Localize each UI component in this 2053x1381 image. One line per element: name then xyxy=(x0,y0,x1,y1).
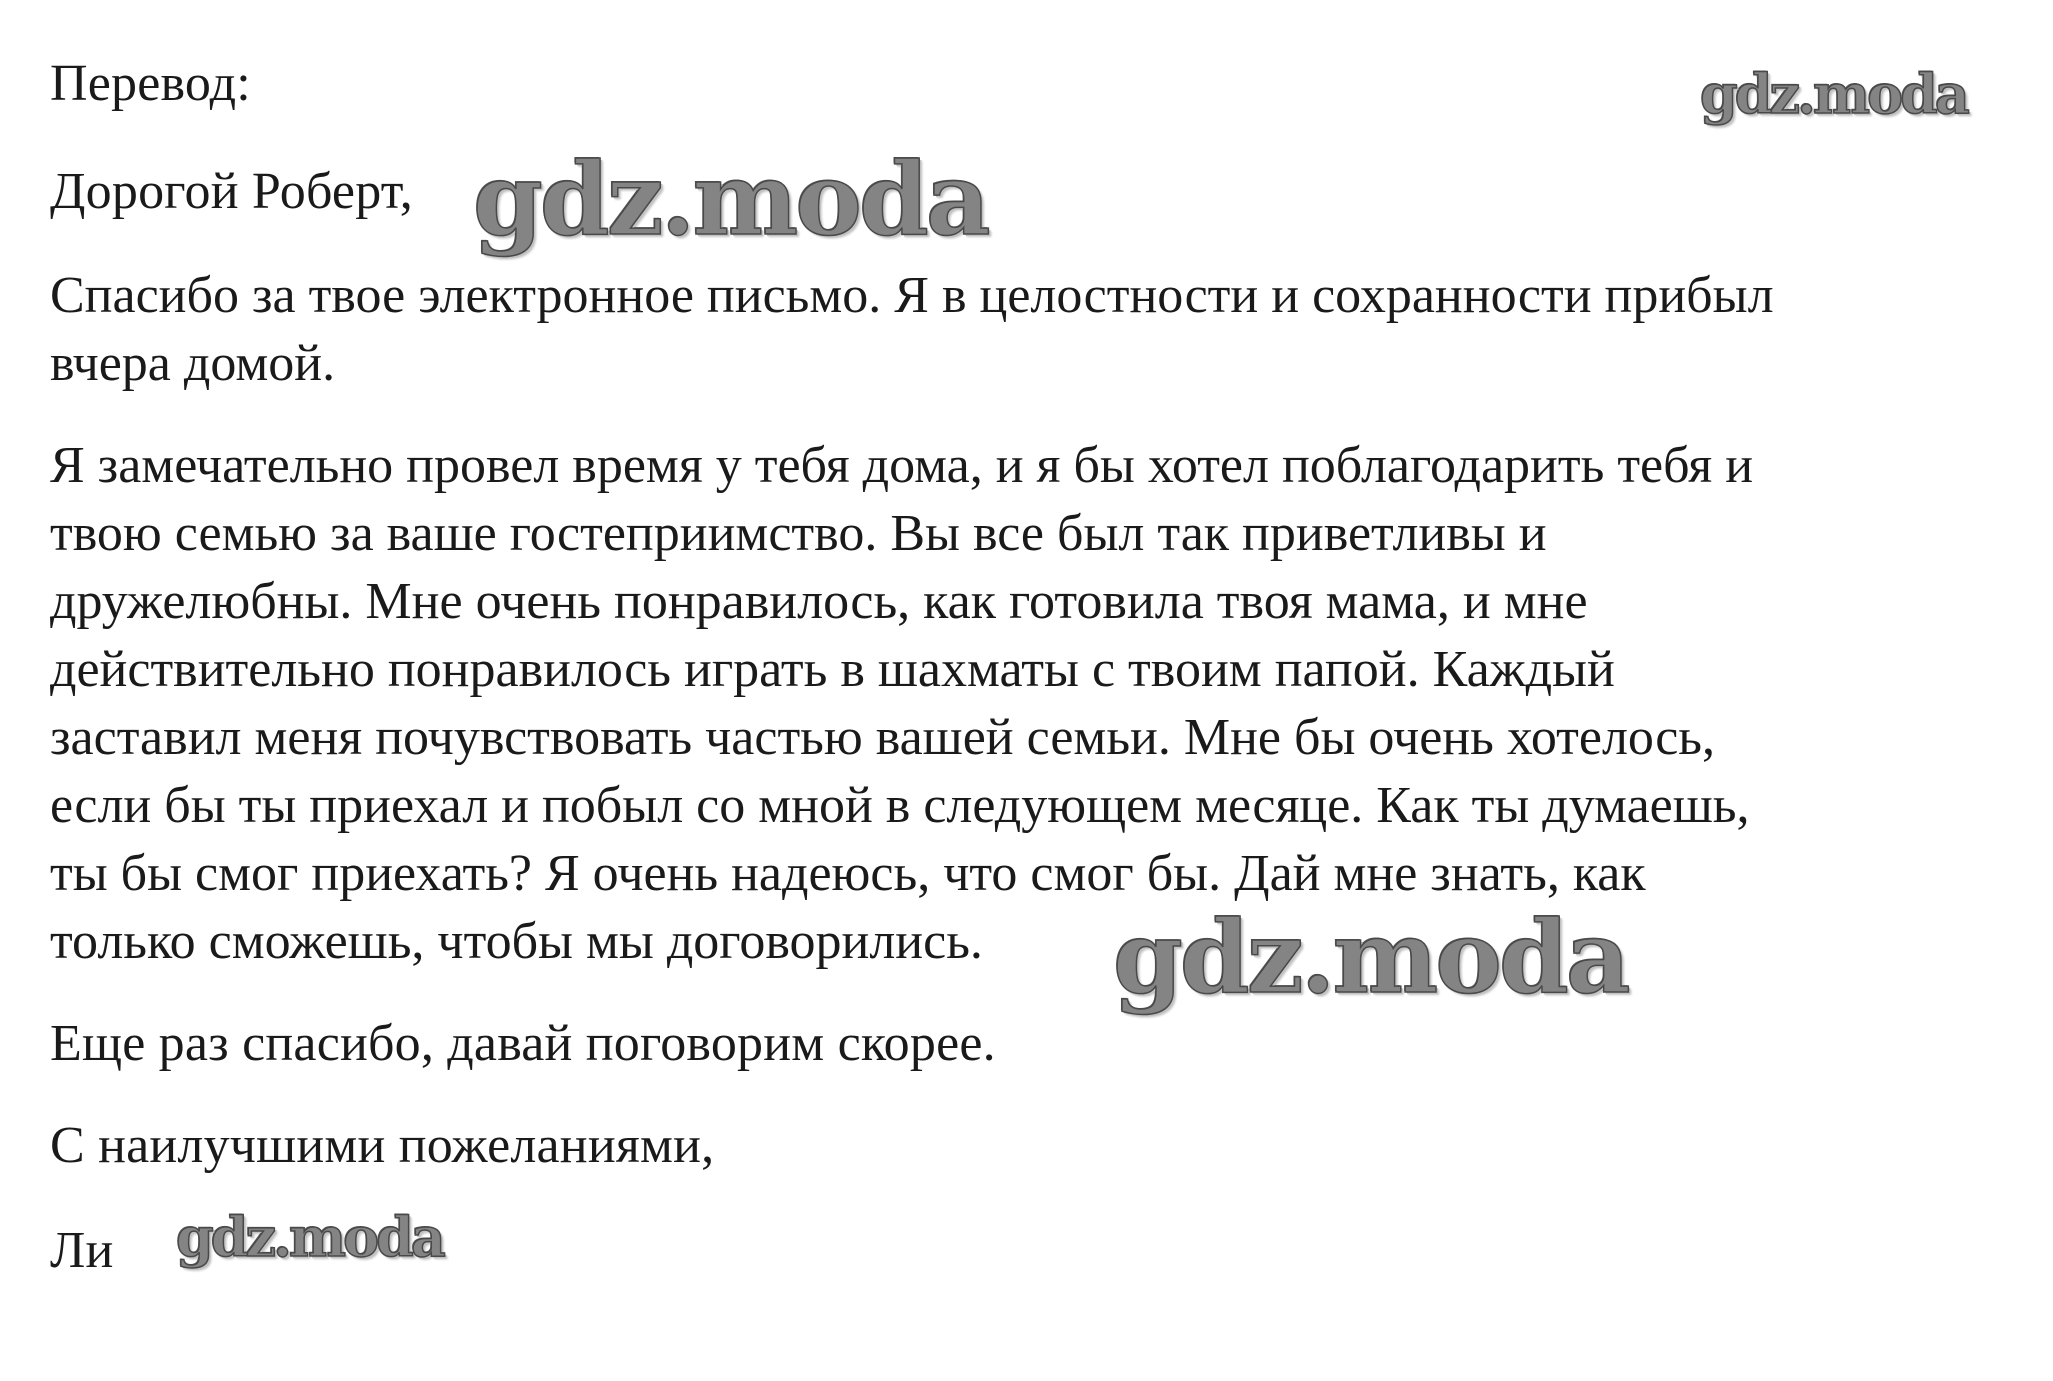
greeting: Дорогой Роберт, xyxy=(50,163,413,220)
document-heading: Перевод: xyxy=(50,55,251,112)
signature: Ли xyxy=(50,1222,114,1279)
watermark-after-paragraph: gdz.moda xyxy=(1113,898,1628,1016)
watermark-after-signature: gdz.moda xyxy=(176,1205,443,1269)
paragraph-main: Я замечательно провел время у тебя дома, и я бы хотел поблагодарить тебя и твою семью за ваше гостеприимство. Вы все был так приветливы и дружелюбны. Мне очень понравилось, как готовила твоя мама, и мне действительно понравилось играть в шахматы с твоим папой. Каждый заставил меня почувствовать частью вашей семьи. Мне бы очень хотелось, если бы ты приехал и побыл со мной в следующем месяце. Как ты думаешь, ты бы смог приехать? Я очень надеюсь, что смог бы. Дай мне знать, как только сможешь, чтобы мы договорились. xyxy=(50,437,1754,970)
sign-off: С наилучшими пожеланиями, xyxy=(50,1117,715,1174)
paragraph-thanks: Спасибо за твое электронное письмо. Я в целостности и сохранности прибыл вчера домой. xyxy=(50,267,1774,392)
watermark-after-greeting: gdz.moda xyxy=(473,140,988,258)
watermark-top-right: gdz.moda xyxy=(1700,62,1967,126)
closing-line: Еще раз спасибо, давай поговорим скорее. xyxy=(50,1015,996,1072)
